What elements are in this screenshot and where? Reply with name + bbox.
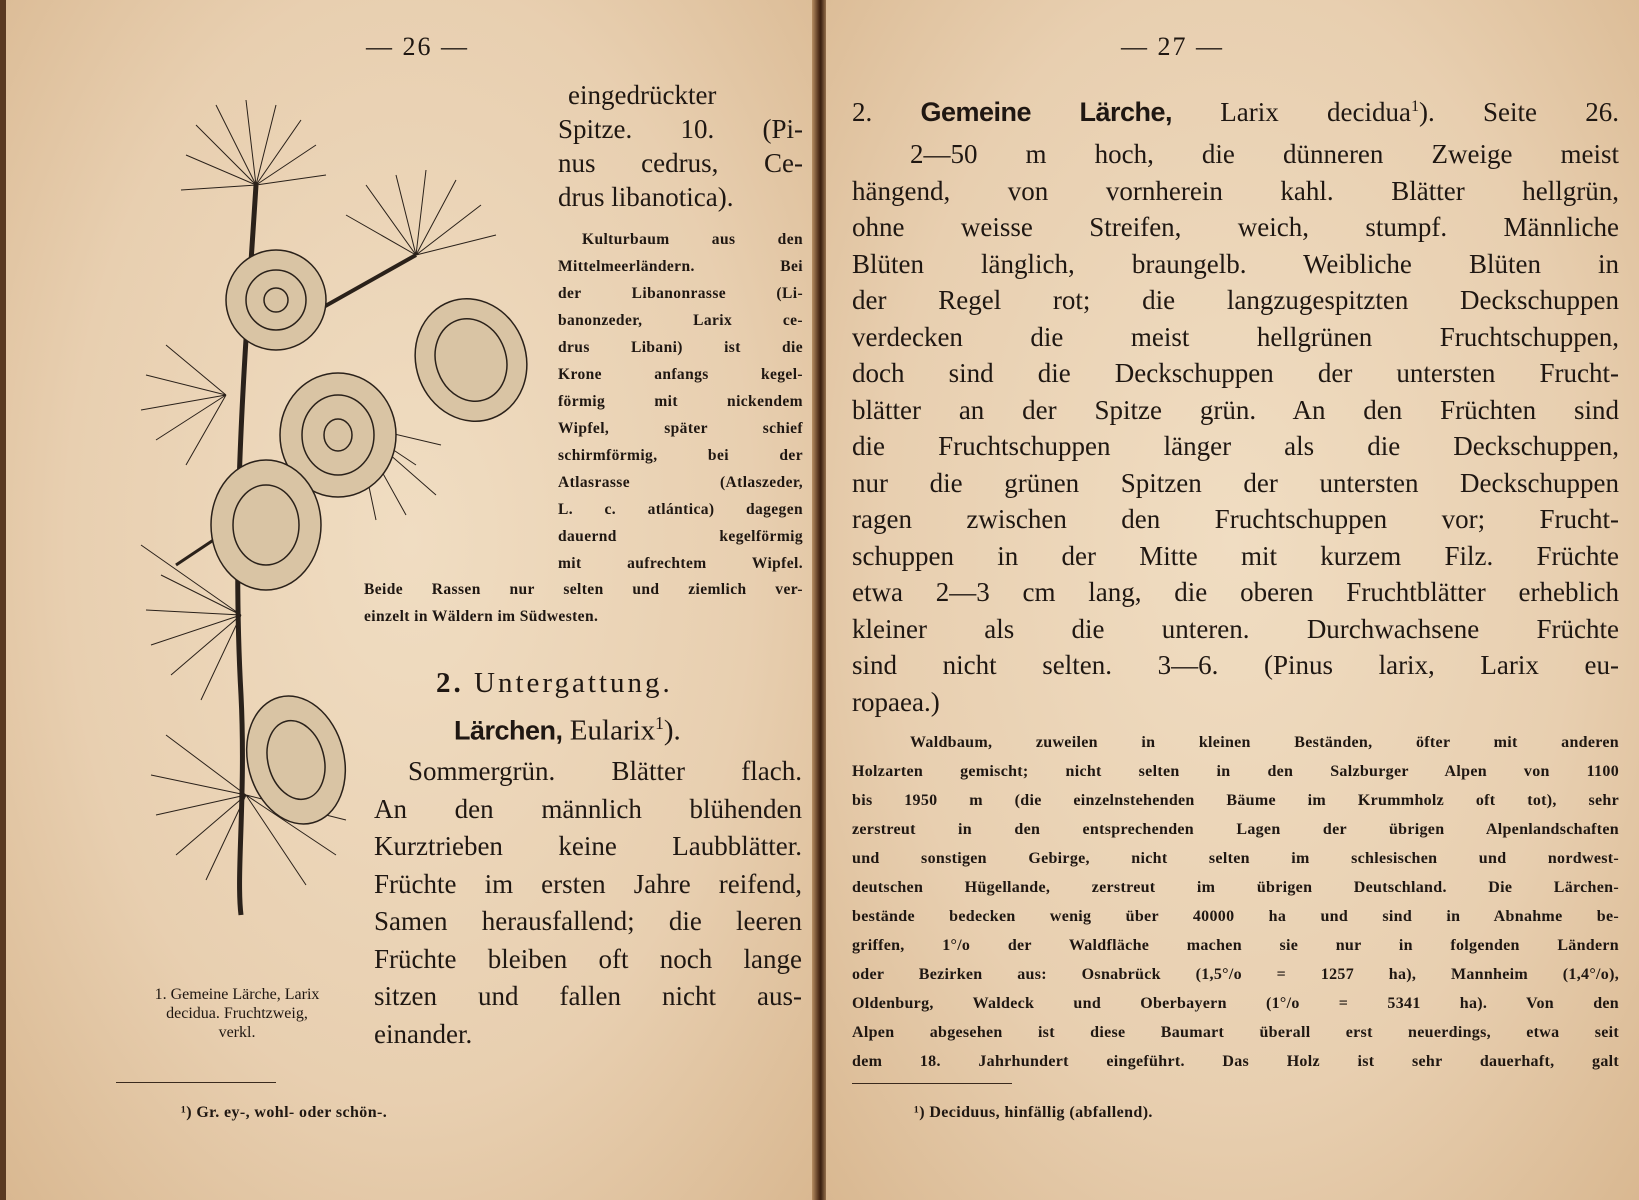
left-page <box>6 0 814 1200</box>
cultivation-note <box>558 226 803 577</box>
text-line: sind nicht selten. 3—6. (Pinus larix, Larix eu- <box>852 650 1619 680</box>
text-line: drus libanotica). <box>558 182 734 212</box>
text-line: hängend, von vornherein kahl. Blätter hellgrün, <box>852 175 1619 206</box>
text-line: Blüten länglich, braungelb. Weibliche Blüten in <box>852 248 1619 279</box>
note-line: mit aufrechtem Wipfel. <box>558 555 803 572</box>
species-latin: Larix decidua <box>1220 97 1411 127</box>
note-line: zerstreut in den entsprechenden Lagen der übrigen Alpenlandschaften <box>852 821 1619 838</box>
subgenus-name: Lärchen, <box>454 715 563 746</box>
text-line: ohne weisse Streifen, weich, stumpf. Männliche <box>852 212 1619 242</box>
note-line: und sonstigen Gebirge, nicht selten im schlesischen und nordwest- <box>852 850 1619 867</box>
subgenus-description <box>374 753 802 1053</box>
footnote-rule <box>852 1083 1012 1084</box>
text-line: Spitze. 10. (Pi- <box>558 114 803 144</box>
text-line: Früchte bleiben oft noch lange <box>374 943 802 974</box>
right-page <box>826 0 1639 1200</box>
footnote-rule <box>116 1082 276 1083</box>
note-line: oder Bezirken aus: Osnabrück (1,5°/o = 1257 ha), Mannheim (1,4°/o), <box>852 966 1619 983</box>
text-line: Sommergrün. Blätter flach. <box>408 756 802 786</box>
note-line: banonzeder, Larix ce- <box>558 312 803 329</box>
species-heading <box>852 88 1619 131</box>
note-line: förmig mit nickendem <box>558 393 803 410</box>
subgenus-number: 2. <box>436 667 464 699</box>
continuation-text <box>558 78 803 214</box>
note-line: Krone anfangs kegel- <box>558 366 803 383</box>
text-line: nur die grünen Spitzen der untersten Deckschuppen <box>852 467 1619 498</box>
text-line: etwa 2—3 cm lang, die oberen Fruchtblätter erheblich <box>852 577 1619 607</box>
text-line: einander. <box>374 1018 473 1049</box>
text-line: Kurztrieben keine Laubblätter. <box>374 831 802 861</box>
footnote-mark: 1 <box>1410 97 1420 115</box>
note-line: L. c. atlántica) dagegen <box>558 501 803 518</box>
note-line: Beide Rassen nur selten und ziemlich ver- <box>364 581 803 598</box>
note-line: Oldenburg, Waldeck und Oberbayern (1°/o = 5341 ha). Von den <box>852 995 1619 1012</box>
note-line: dem 18. Jahrhundert eingeführt. Das Holz ist sehr dauerhaft, galt <box>852 1053 1619 1070</box>
subgenus-latin: Eularix <box>569 714 656 747</box>
species-name: Gemeine Lärche, <box>920 97 1173 127</box>
note-line: drus Libani) ist die <box>558 339 803 356</box>
text-line: Früchte im ersten Jahre reifend, <box>374 868 802 899</box>
species-number: 2. <box>852 97 873 127</box>
cultivation-note-wide <box>364 576 803 630</box>
text-line: die Fruchtschuppen länger als die Deckschuppen, <box>852 431 1619 461</box>
subgenus-label: Untergattung. <box>474 667 673 699</box>
caption-line: verkl. <box>218 1024 256 1041</box>
species-page-ref: Seite 26. <box>1483 97 1619 127</box>
note-line: bis 1950 m (die einzelnstehenden Bäume im Krummholz oft tot), sehr <box>852 792 1619 809</box>
note-line: Waldbaum, zuweilen in kleinen Beständen, öfter mit anderen <box>910 734 1619 751</box>
caption-line: decidua. Fruchtzweig, <box>166 1005 308 1022</box>
note-line: dauernd kegelförmig <box>558 528 803 545</box>
text-line: verdecken die meist hellgrünen Fruchtschuppen, <box>852 321 1619 352</box>
text-line: der Regel rot; die langzugespitzten Deckschuppen <box>852 285 1619 315</box>
caption-line: 1. Gemeine Lärche, Larix <box>154 986 320 1003</box>
note-line: schirmförmig, bei der <box>558 447 803 464</box>
text-line: kleiner als die unteren. Durchwachsene Früchte <box>852 613 1619 644</box>
species-suffix: ). <box>1419 97 1435 127</box>
figure-caption <box>102 985 372 1042</box>
footnote-mark: 1 <box>655 713 664 733</box>
text-line: doch sind die Deckschuppen der untersten Frucht- <box>852 358 1619 388</box>
text-line: ropaea.) <box>852 686 940 717</box>
subgenus-suffix: ). <box>663 714 681 747</box>
note-line: Alpen abgesehen ist diese Baumart überall erst neuerdings, etwa seit <box>852 1024 1619 1041</box>
note-line: griffen, 1°/o der Waldfläche machen sie nur in folgenden Ländern <box>852 937 1619 954</box>
distribution-note <box>852 728 1619 1076</box>
note-line: deutschen Hügellande, zerstreut im übrigen Deutschland. Die Lärchen- <box>852 879 1619 896</box>
note-line: einzelt in Wäldern im Südwesten. <box>364 608 599 625</box>
note-line: bestände bedecken wenig über 40000 ha und sind in Abnahme be- <box>852 908 1619 925</box>
text-line: sitzen und fallen nicht aus- <box>374 981 802 1011</box>
note-line: Atlasrasse (Atlaszeder, <box>558 474 803 491</box>
text-line: blätter an der Spitze grün. An den Früchten sind <box>852 394 1619 425</box>
note-line: der Libanonrasse (Li- <box>558 285 803 302</box>
subgenus-heading <box>436 666 673 700</box>
page-number-27: — 27 — <box>1121 32 1224 61</box>
text-line: ragen zwischen den Fruchtschuppen vor; Frucht- <box>852 504 1619 534</box>
note-line: Kulturbaum aus den <box>582 231 803 248</box>
footnote-left: ¹) Gr. ey-, wohl- oder schön-. <box>181 1104 388 1121</box>
note-line: Wipfel, später schief <box>558 420 803 437</box>
text-line: An den männlich blühenden <box>374 793 802 824</box>
note-line: Holzarten gemischt; nicht selten in den Salzburger Alpen von 1100 <box>852 763 1619 780</box>
text-line: schuppen in der Mitte mit kurzem Filz. Früchte <box>852 540 1619 571</box>
species-description <box>852 136 1619 720</box>
text-line: eingedrückter <box>568 80 717 110</box>
footnote-right: ¹) Deciduus, hinfällig (abfallend). <box>914 1104 1153 1121</box>
species-heading-line <box>852 88 1619 131</box>
text-line: Samen herausfallend; die leeren <box>374 906 802 936</box>
note-line: Mittelmeerländern. Bei <box>558 258 803 275</box>
text-line: 2—50 m hoch, die dünneren Zweige meist <box>910 139 1619 169</box>
text-line: nus cedrus, Ce- <box>558 148 803 178</box>
page-number-26: — 26 — <box>366 32 469 61</box>
subgenus-name-line <box>454 706 681 748</box>
